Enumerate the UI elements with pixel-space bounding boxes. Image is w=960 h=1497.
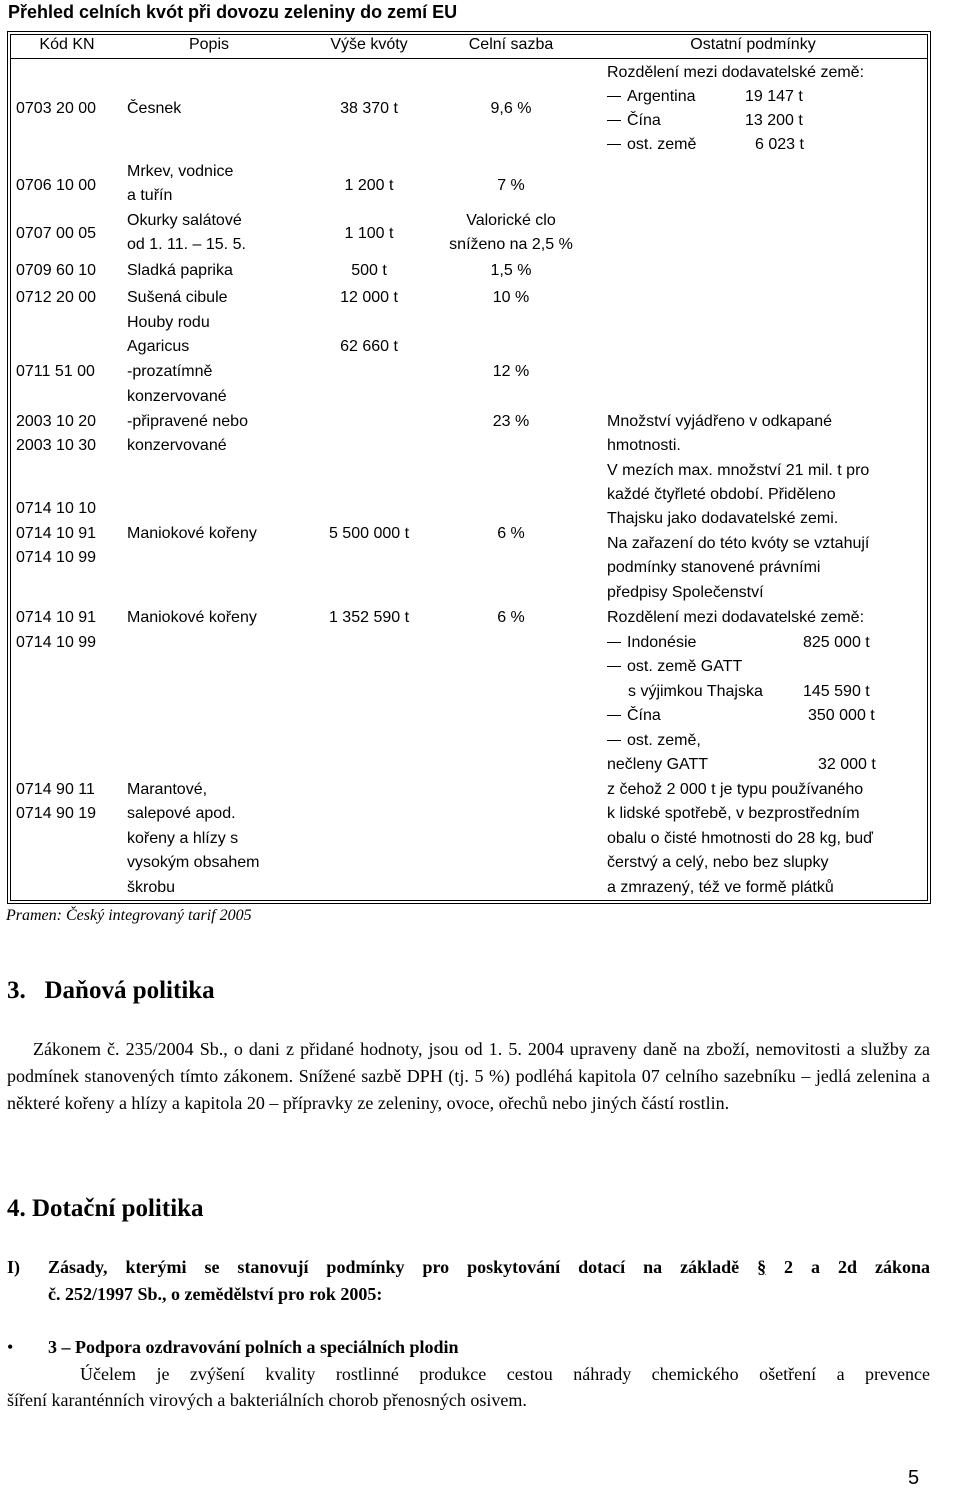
header-quota: Výše kvóty bbox=[330, 36, 408, 53]
row6-code-3: 2003 10 30 bbox=[16, 437, 97, 454]
row8-description: Maniokové kořeny bbox=[127, 609, 257, 626]
row7-other-2: každé čtyřleté období. Přiděleno bbox=[607, 486, 836, 503]
row3-code: 0707 00 05 bbox=[16, 225, 97, 242]
point-text-1: Zásady, kterými se stanovují podmínky pro poskytování dotací na základě bbox=[48, 1257, 740, 1277]
row7-code-2: 0714 10 91 bbox=[16, 525, 97, 542]
row8-country-3-value: 350 000 t bbox=[808, 707, 875, 724]
row9-code-1: 0714 90 11 bbox=[16, 781, 95, 798]
row8-other-intro: Rozdělení mezi dodavatelské země: bbox=[607, 609, 865, 626]
row9-other-3: obalu o čisté hmotnosti do 28 kg, buď bbox=[607, 830, 873, 847]
row7-description: Maniokové kořeny bbox=[127, 525, 257, 542]
row1-country-2: Čína bbox=[607, 109, 661, 133]
section4-heading: 4. Dotační politika bbox=[7, 1195, 204, 1222]
row8-country-2: ost. země GATT bbox=[607, 655, 742, 679]
row1-country-2-value: 13 200 t bbox=[745, 112, 803, 129]
header-description: Popis bbox=[188, 36, 230, 53]
row4-tariff: 1,5 % bbox=[490, 262, 532, 279]
row9-description-3: kořeny a hlízy s bbox=[127, 830, 239, 847]
row6-description-4: konzervované bbox=[127, 388, 227, 405]
row6-quota: 62 660 t bbox=[340, 338, 398, 355]
row2-code: 0706 10 00 bbox=[16, 177, 97, 194]
row1-description: Česnek bbox=[127, 100, 182, 117]
row7-tariff: 6 % bbox=[497, 525, 525, 542]
row1-code: 0703 20 00 bbox=[16, 100, 97, 117]
row7-quota: 5 500 000 t bbox=[328, 525, 410, 542]
header-other: Ostatní podmínky bbox=[690, 36, 816, 53]
row3-tariff-1: Valorické clo bbox=[466, 212, 556, 229]
row8-country-2-sub: s výjimkou Thajska bbox=[628, 683, 763, 700]
row2-quota: 1 200 t bbox=[344, 177, 394, 194]
row8-country-3: Čína bbox=[607, 704, 661, 728]
row7-other-4: Na zařazení do této kvóty se vztahují bbox=[607, 535, 870, 552]
point-label: I) bbox=[7, 1257, 20, 1277]
header-tariff: Celní sazba bbox=[468, 36, 554, 53]
page-title: Přehled celních kvót při dovozu zeleniny do zemí EU bbox=[8, 2, 458, 22]
row6-code-2: 2003 10 20 bbox=[16, 413, 97, 430]
dash-icon bbox=[607, 715, 621, 716]
dash-icon bbox=[607, 642, 621, 643]
row1-country-1: Argentina bbox=[607, 85, 696, 109]
row7-other-3: Thajsku jako dodavatelské zemi. bbox=[607, 510, 839, 527]
row9-other-1: z čehož 2 000 t je typu používaného bbox=[607, 781, 864, 798]
row9-code-2: 0714 90 19 bbox=[16, 805, 97, 822]
point-text-line-2: č. 252/1997 Sb., o zemědělství pro rok 2005: bbox=[48, 1284, 383, 1304]
row6-description-5: -připravené nebo bbox=[127, 413, 248, 430]
row1-tariff: 9,6 % bbox=[490, 100, 532, 117]
point-text-2: 2 a 2d zákona bbox=[784, 1257, 931, 1277]
row1-country-1-value: 19 147 t bbox=[745, 88, 803, 105]
row7-other-1: V mezích max. množství 21 mil. t pro bbox=[607, 462, 870, 479]
row6-other-1: Množství vyjádřeno v odkapané bbox=[607, 413, 833, 430]
row2-description-1: Mrkev, vodnice bbox=[127, 163, 234, 180]
row8-code-2: 0714 10 99 bbox=[16, 634, 97, 651]
bullet-title: 3 – Podpora ozdravování polních a speciálních plodin bbox=[48, 1337, 459, 1357]
bullet-text-2: šíření karanténních virových a bakteriálních chorob přenosných osivem. bbox=[7, 1390, 527, 1410]
header-code: Kód KN bbox=[39, 36, 95, 53]
row3-description-1: Okurky salátové bbox=[127, 212, 242, 229]
row1-quota: 38 370 t bbox=[340, 100, 398, 117]
row8-country-1: Indonésie bbox=[607, 631, 696, 655]
row1-country-3-value: 6 023 t bbox=[755, 136, 804, 153]
row5-tariff: 10 % bbox=[492, 289, 530, 306]
row3-quota: 1 100 t bbox=[344, 225, 394, 242]
row4-quota: 500 t bbox=[351, 262, 387, 279]
row7-code-3: 0714 10 99 bbox=[16, 549, 97, 566]
row4-description: Sladká paprika bbox=[127, 262, 233, 279]
row2-tariff: 7 % bbox=[497, 177, 525, 194]
header-separator bbox=[10, 58, 928, 59]
row8-country-2-value: 145 590 t bbox=[803, 683, 870, 700]
row8-country-4-value: 32 000 t bbox=[818, 756, 876, 773]
point-text-line-1 bbox=[48, 1254, 930, 1281]
row3-tariff-2: sníženo na 2,5 % bbox=[449, 236, 573, 253]
row6-description-2: Agaricus bbox=[127, 338, 190, 355]
row6-tariff-1: 12 % bbox=[492, 363, 530, 380]
section3-paragraph: Zákonem č. 235/2004 Sb., o dani z přidané hodnoty, jsou od 1. 5. 2004 upraveny daně na zboží, nemovitosti a služby za podmínek stanovených tímto zákonem. Snížené sazbě DPH (tj. 5 %) podléhá kapitola 07 celního sazebníku – jedlá zelenina a některé kořeny a hlízy a kapitola 20 – přípravky ze zeleniny, ovoce, ořechů nebo jiných částí rostlin. bbox=[7, 1039, 930, 1113]
bullet-text-1: Účelem je zvýšení kvality rostlinné produkce cestou náhrady chemického ošetření a prevence bbox=[80, 1364, 930, 1384]
row8-code-1: 0714 10 91 bbox=[16, 609, 97, 626]
row9-description-5: škrobu bbox=[127, 879, 176, 896]
row1-other-intro: Rozdělení mezi dodavatelské země: bbox=[607, 64, 865, 81]
dash-icon bbox=[607, 740, 621, 741]
row8-country-4-sub: nečleny GATT bbox=[607, 756, 709, 773]
row5-quota: 12 000 t bbox=[340, 289, 398, 306]
section3-heading: 3. Daňová politika bbox=[7, 977, 215, 1004]
row6-other-2: hmotnosti. bbox=[607, 437, 681, 454]
dash-icon bbox=[607, 666, 621, 667]
row2-description-2: a tuřín bbox=[127, 187, 173, 204]
row9-description-1: Marantové, bbox=[127, 781, 208, 798]
row8-tariff: 6 % bbox=[497, 609, 525, 626]
row7-other-6: předpisy Společenství bbox=[607, 584, 764, 601]
row9-other-4: čerstvý a celý, nebo bez slupky bbox=[607, 854, 829, 871]
dash-icon bbox=[607, 120, 621, 121]
bullet-icon: • bbox=[7, 1337, 14, 1357]
row6-description-6: konzervované bbox=[127, 437, 227, 454]
row5-description: Sušená cibule bbox=[127, 289, 228, 306]
row6-description-1: Houby rodu bbox=[127, 314, 210, 331]
row7-code-1: 0714 10 10 bbox=[16, 500, 97, 517]
page-number: 5 bbox=[908, 1467, 920, 1489]
row6-code-1: 0711 51 00 bbox=[16, 363, 95, 380]
row9-other-5: a zmrazený, též ve formě plátků bbox=[607, 879, 834, 896]
row8-country-4: ost. země, bbox=[607, 729, 701, 753]
row9-description-2: salepové apod. bbox=[127, 805, 236, 822]
row5-code: 0712 20 00 bbox=[16, 289, 97, 306]
row8-quota: 1 352 590 t bbox=[328, 609, 410, 626]
row7-other-5: podmínky stanovené právními bbox=[607, 559, 821, 576]
table-source: Pramen: Český integrovaný tarif 2005 bbox=[6, 907, 252, 924]
paragraph-sign-icon: § bbox=[757, 1257, 767, 1277]
row1-country-3: ost. země bbox=[607, 133, 696, 157]
dash-icon bbox=[607, 96, 621, 97]
row8-country-1-value: 825 000 t bbox=[803, 634, 870, 651]
row4-code: 0709 60 10 bbox=[16, 262, 97, 279]
row9-other-2: k lidské spotřebě, v bezprostředním bbox=[607, 805, 860, 822]
row6-description-3: -prozatímně bbox=[127, 363, 213, 380]
row3-description-2: od 1. 11. – 15. 5. bbox=[127, 236, 246, 253]
row9-description-4: vysokým obsahem bbox=[127, 854, 260, 871]
dash-icon bbox=[607, 144, 621, 145]
row6-tariff-2: 23 % bbox=[492, 413, 530, 430]
